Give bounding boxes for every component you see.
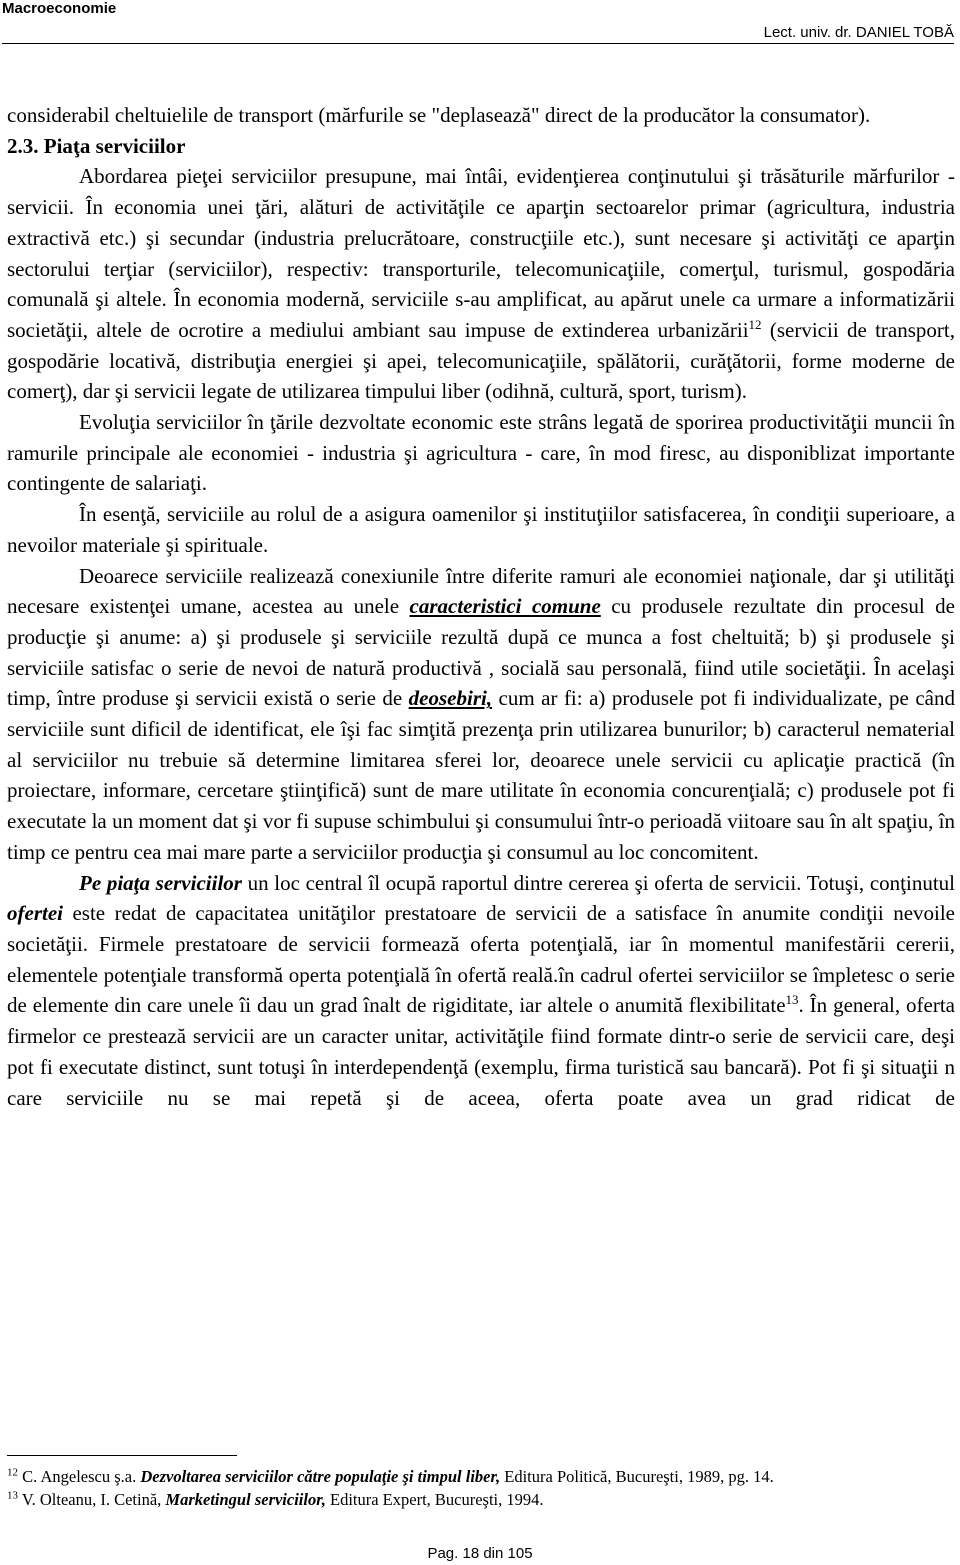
paragraph-evolution: Evoluţia serviciilor în ţările dezvoltate economic este strâns legată de sporirea productivităţii muncii în ramurile principale ale economiei - industria şi agricultura - care, în mod firesc, au disponiblizat importante contingente de salariaţi.: [7, 410, 955, 496]
text-run: Deoarece serviciile realizează conexiunile între diferite ramuri ale economiei naţionale, dar şi utilităţi necesare existenţei umane, acestea au unele: [7, 563, 955, 619]
section-title: 2.3. Piaţa serviciilor: [7, 133, 186, 158]
footnote-text: Editura Politică, Bucureşti, 1989, pg. 14.: [500, 1467, 774, 1486]
paragraph-services-content: [7, 161, 955, 407]
text-run: un loc central îl ocupă raportul dintre cererea şi oferta de servicii. Totuşi, conţinutul: [241, 870, 955, 895]
page-body: [7, 100, 955, 1113]
footnote-number: 13: [7, 1489, 18, 1502]
paragraph-essence: În esenţă, serviciile au rolul de a asigura oamenilor şi instituţiilor satisfacerea, în condiţii superioare, a nevoilor materiale şi spirituale.: [7, 502, 955, 557]
text-run: cum ar fi: a) produsele pot fi individualizate, pe când serviciile sunt dificil de identificat, ele îşi fac simţită prezenţa prin utilizarea bunurilor; b) caracterul nematerial al serviciilor nu trebuie să determine limitarea sferei lor, deoarece unele servicii cu aplicaţie practică (în proiectare, informare, cercetare ştiinţifică) sunt de mare utilitate în economia concurenţială; c) produsele pot fi executate la un moment dat şi vor fi supuse schimbului şi consumului într-o perioadă viitoare sau în alt spaţiu, în timp ce pentru cea mai mare parte a serviciilor producţia şi consumul au loc concomitent.: [7, 686, 955, 864]
footnote-text: V. Olteanu, I. Cetină,: [18, 1490, 166, 1509]
footnote-rule: [7, 1455, 237, 1456]
footnotes: [7, 1465, 957, 1511]
footnote-12: [7, 1465, 957, 1488]
footnote-book-title: Marketingul serviciilor,: [165, 1490, 326, 1509]
header-course-title: Macroeconomie: [2, 0, 117, 17]
paragraph-continuation: considerabil cheltuielile de transport (mărfurile se "deplasează" direct de la producător la consumator).: [7, 103, 871, 127]
paragraph-services-market: [7, 868, 955, 1114]
page-number: Pag. 18 din 105: [427, 1545, 533, 1562]
text-run: Abordarea pieţei serviciilor presupune, mai întâi, evidenţierea conţinutului şi trăsăturile mărfurilor - servicii. În economia unei ţări, alături de activităţile ce aparţin sectoarelor primar (agricultura, industria extractivă etc.) şi secundar (industria prelucrătoare, construcţiile etc.), sunt necesare şi activităţi ce aparţin sectorului terţiar (serviciilor), respectiv: transporturile, telecomunicaţiile, comerţul, turismul, gospodăria comunală şi altele. În economia modernă, serviciile s-au amplificat, au apărut unele ca urmare a informatizării societăţii, altele de ocrotire a mediului ambiant sau impuse de extinderea urbanizării: [7, 164, 955, 342]
footnote-ref-13: 13: [785, 992, 799, 1008]
emphasis-differences: deosebiri,: [408, 686, 493, 711]
emphasis-offer: ofertei: [7, 901, 63, 926]
footnote-number: 12: [7, 1466, 18, 1479]
paragraph-characteristics: [7, 561, 955, 868]
footnote-text: Editura Expert, Bucureşti, 1994.: [325, 1490, 544, 1509]
footnote-book-title: Dezvoltarea serviciilor către populaţie şi timpul liber,: [140, 1467, 501, 1486]
header-author: Lect. univ. dr. DANIEL TOBĂ: [763, 24, 954, 41]
footnote-13: [7, 1488, 957, 1511]
text-run: cu produsele rezultate din procesul de producţie şi anume: a) şi produsele şi serviciile rezultă după ce munca a fost cheltuită; b) şi produsele şi serviciile satisfac o serie de nevoi de natură productivă , socială sau personală, fiind utile societăţii. În acelaşi timp, între produse şi servicii există o serie de: [7, 594, 955, 711]
emphasis-common-characteristics: caracteristici comune: [409, 594, 601, 619]
text-run: . În general, oferta firmelor ce prestează servicii are un caracter unitar, activităţile fiind formate dintr-o serie de servicii care, deşi pot fi executate distinct, sunt totuşi în interdependenţă (exemplu, firma turistică sau bancară). Pot fi şi situaţii n care serviciile nu se mai repetă şi de aceea, oferta poate avea un grad ridicat de: [7, 993, 955, 1110]
text-run: (servicii de transport, gospodărie locativă, distribuţia energiei şi apei, telecomunicaţiile, spălătorii, curăţătorii, forme moderne de comerţ), dar şi servicii legate de utilizarea timpului liber (odihnă, cultură, sport, turism).: [7, 317, 955, 404]
footnote-text: C. Angelescu ş.a.: [18, 1467, 141, 1486]
footnote-ref-12: 12: [748, 316, 762, 332]
header-rule: [2, 43, 954, 44]
text-run: este redat de capacitatea unităţilor prestatoare de servicii de a satisface în anumite condiţii nevoile societăţii. Firmele prestatoare de servicii formează oferta potenţială, iar în momentul manifestării cererii, elementele potenţiale transformă operta potenţială în ofertă reală.în cadrul ofertei serviciilor se împletesc o serie de elemente din care unele îi dau un grad înalt de rigiditate, iar altele o anumită flexibilitate: [7, 901, 955, 1018]
emphasis-services-market: Pe piaţa serviciilor: [79, 870, 242, 895]
